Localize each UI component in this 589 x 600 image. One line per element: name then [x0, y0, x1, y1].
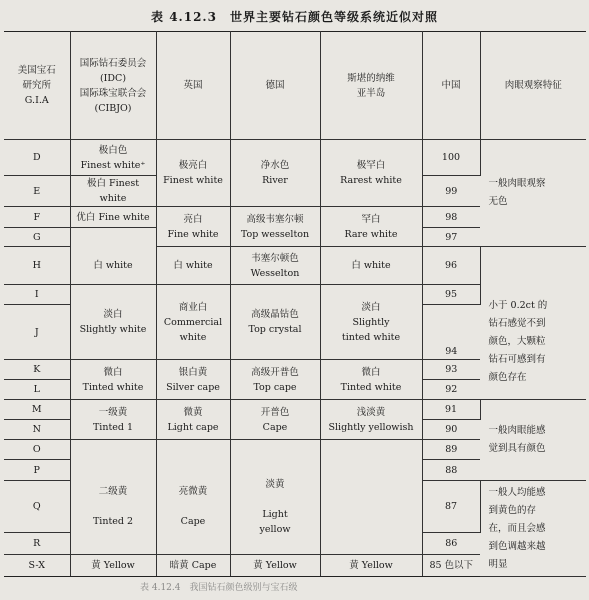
de-grade: 黄 Yellow [230, 555, 320, 577]
sc-grade: 浅淡黄 Slightly yellowish [320, 400, 422, 440]
table-title: 表 4.12.3 世界主要钻石颜色等级系统近似对照 [151, 10, 438, 24]
cn-grade: 87 [422, 481, 480, 533]
cn-grade: 90 [422, 420, 480, 440]
uk-grade: 银白黄 Silver cape [156, 360, 230, 400]
table-row [4, 247, 586, 285]
sc-grade: 极罕白 Rarest white [320, 140, 422, 207]
sc-grade: 黄 Yellow [320, 555, 422, 577]
de-grade: 高级韦塞尔顿 Top wesselton [230, 207, 320, 247]
uk-grade: 微黄 Light cape [156, 400, 230, 440]
gia-grade: Q [4, 481, 70, 533]
feature-some-color: 一般肉眼能感 觉到具有颜色 [480, 400, 586, 481]
cn-grade: 96 [422, 247, 480, 285]
sc-grade: 淡白 Slightly tinted white [320, 285, 422, 360]
sc-grade: 微白 Tinted white [320, 360, 422, 400]
cn-grade: 91 [422, 400, 480, 420]
uk-grade: 商业白 Commercial white [156, 285, 230, 360]
table-row [4, 140, 586, 176]
idc-grade: 优白 Fine white [70, 207, 156, 228]
idc-grade: 一级黄 Tinted 1 [70, 400, 156, 440]
de-grade: 开普色 Cape [230, 400, 320, 440]
idc-grade: 极白 Finest white [70, 176, 156, 207]
cn-grade: 98 [422, 207, 480, 228]
de-grade: 高级开普色 Top cape [230, 360, 320, 400]
idc-grade: 微白 Tinted white [70, 360, 156, 400]
feature-small-stones: 小于 0.2ct 的 钻石感觉不到 颜色，大颗粒 钻石可感到有 颜色存在 [480, 285, 586, 400]
cn-grade: 92 [422, 380, 480, 400]
gia-grade: D [4, 140, 70, 176]
cn-grade: 95 [422, 285, 480, 305]
idc-grade: 极白色 Finest white⁺ [70, 140, 156, 176]
sc-grade: 白 white [320, 247, 422, 285]
cn-grade: 89 [422, 440, 480, 460]
header-gia: 美国宝石 研究所 G.I.A [4, 32, 70, 140]
gia-grade: H [4, 247, 70, 285]
cn-grade: 86 [422, 533, 480, 555]
cn-grade: 85 色以下 [422, 555, 480, 577]
gia-grade: J [4, 305, 70, 360]
gia-grade: E [4, 176, 70, 207]
header-idc: 国际钻石委员会 (IDC) 国际珠宝联合会 (CIBJO) [70, 32, 156, 140]
idc-grade: 黄 Yellow [70, 555, 156, 577]
cn-grade: 94 [422, 305, 480, 360]
gia-grade: N [4, 420, 70, 440]
de-grade: 韦塞尔顿色 Wesselton [230, 247, 320, 285]
gia-grade: M [4, 400, 70, 420]
gia-grade: O [4, 440, 70, 460]
cn-grade: 93 [422, 360, 480, 380]
gia-grade: S-X [4, 555, 70, 577]
idc-grade: 白 white [70, 247, 156, 285]
gia-grade: G [4, 228, 70, 247]
header-row [4, 32, 586, 140]
cn-grade: 99 [422, 176, 480, 207]
header-sc: 斯堪的纳维 亚半岛 [320, 32, 422, 140]
uk-grade: 白 white [156, 247, 230, 285]
next-table-caption: 表 4.12.4 我国钻石颜色级别与宝石级 [140, 583, 298, 593]
de-grade: 淡黄 Light yellow [230, 460, 320, 555]
uk-grade: 极亮白 Finest white [156, 140, 230, 207]
header-uk: 英国 [156, 32, 230, 140]
feature-yellow-obvious: 一般人均能感 到黄色的存 在，而且会感 到色调越来越 明显 [480, 481, 586, 577]
header-de: 德国 [230, 32, 320, 140]
uk-grade: 暗黄 Cape [156, 555, 230, 577]
gia-grade: I [4, 285, 70, 305]
sc-grade: 罕白 Rare white [320, 207, 422, 247]
gia-grade: P [4, 460, 70, 481]
gia-grade: K [4, 360, 70, 380]
gia-grade: F [4, 207, 70, 228]
table-row [4, 285, 586, 305]
uk-grade: 亮白 Fine white [156, 207, 230, 247]
feature-colorless: 一般肉眼观察 无色 [480, 140, 586, 247]
de-grade: 净水色 River [230, 140, 320, 207]
table-row [4, 400, 586, 420]
gia-grade: L [4, 380, 70, 400]
idc-grade: 二级黄 Tinted 2 [70, 460, 156, 555]
header-feature: 肉眼观察特征 [480, 32, 586, 140]
de-grade: 高级晶钻色 Top crystal [230, 285, 320, 360]
color-grade-table [4, 31, 586, 577]
cn-grade: 88 [422, 460, 480, 481]
idc-grade: 淡白 Slightly white [70, 285, 156, 360]
header-cn: 中国 [422, 32, 480, 140]
cn-grade: 97 [422, 228, 480, 247]
gia-grade: R [4, 533, 70, 555]
cn-grade: 100 [422, 140, 480, 176]
uk-grade: 亮微黄 Cape [156, 460, 230, 555]
